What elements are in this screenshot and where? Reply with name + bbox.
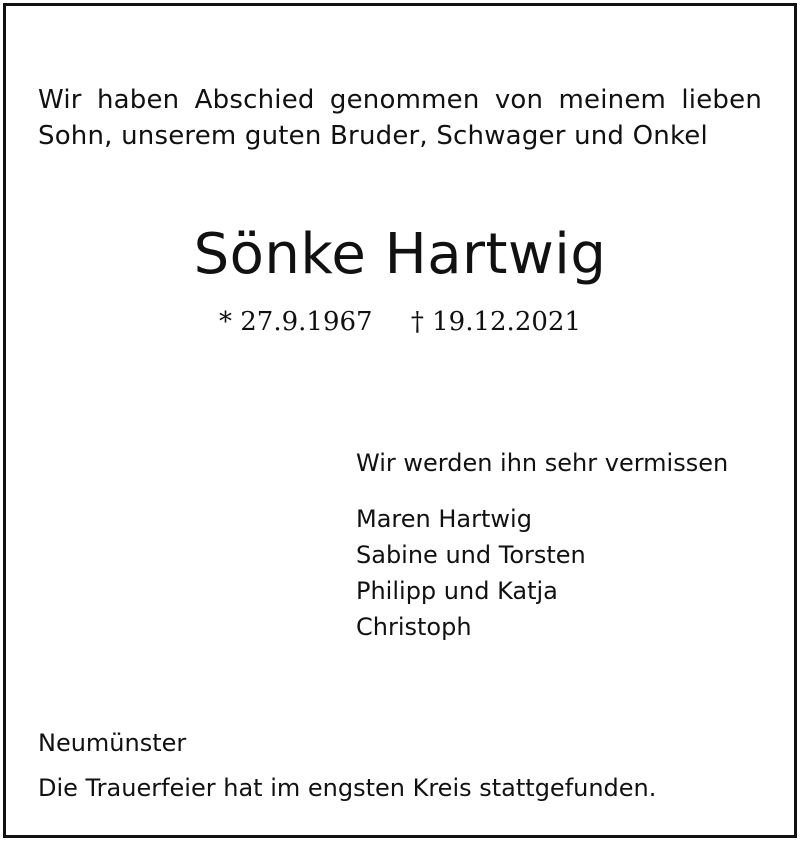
funeral-note: Die Trauerfeier hat im engsten Kreis stattgefunden.: [38, 774, 657, 802]
mourner-name: Christoph: [356, 613, 472, 641]
intro-text: [38, 82, 762, 154]
birth-date: * 27.9.1967: [219, 307, 373, 337]
mourners-heading: Wir werden ihn sehr vermissen: [356, 449, 729, 477]
place-name: Neumünster: [38, 729, 187, 757]
death-date: † 19.12.2021: [410, 307, 581, 337]
mourner-name: Maren Hartwig: [356, 505, 532, 533]
mourner-name: Sabine und Torsten: [356, 541, 586, 569]
intro-line-2: Sohn, unserem guten Bruder, Schwager und Onkel: [38, 121, 708, 151]
mourner-name: Philipp und Katja: [356, 577, 558, 605]
mourners-list: [356, 501, 586, 645]
deceased-name: Sönke Hartwig: [193, 222, 607, 287]
intro-line-1: Wir haben Abschied genommen von meinem lieben: [38, 85, 762, 115]
life-dates: [0, 305, 800, 339]
